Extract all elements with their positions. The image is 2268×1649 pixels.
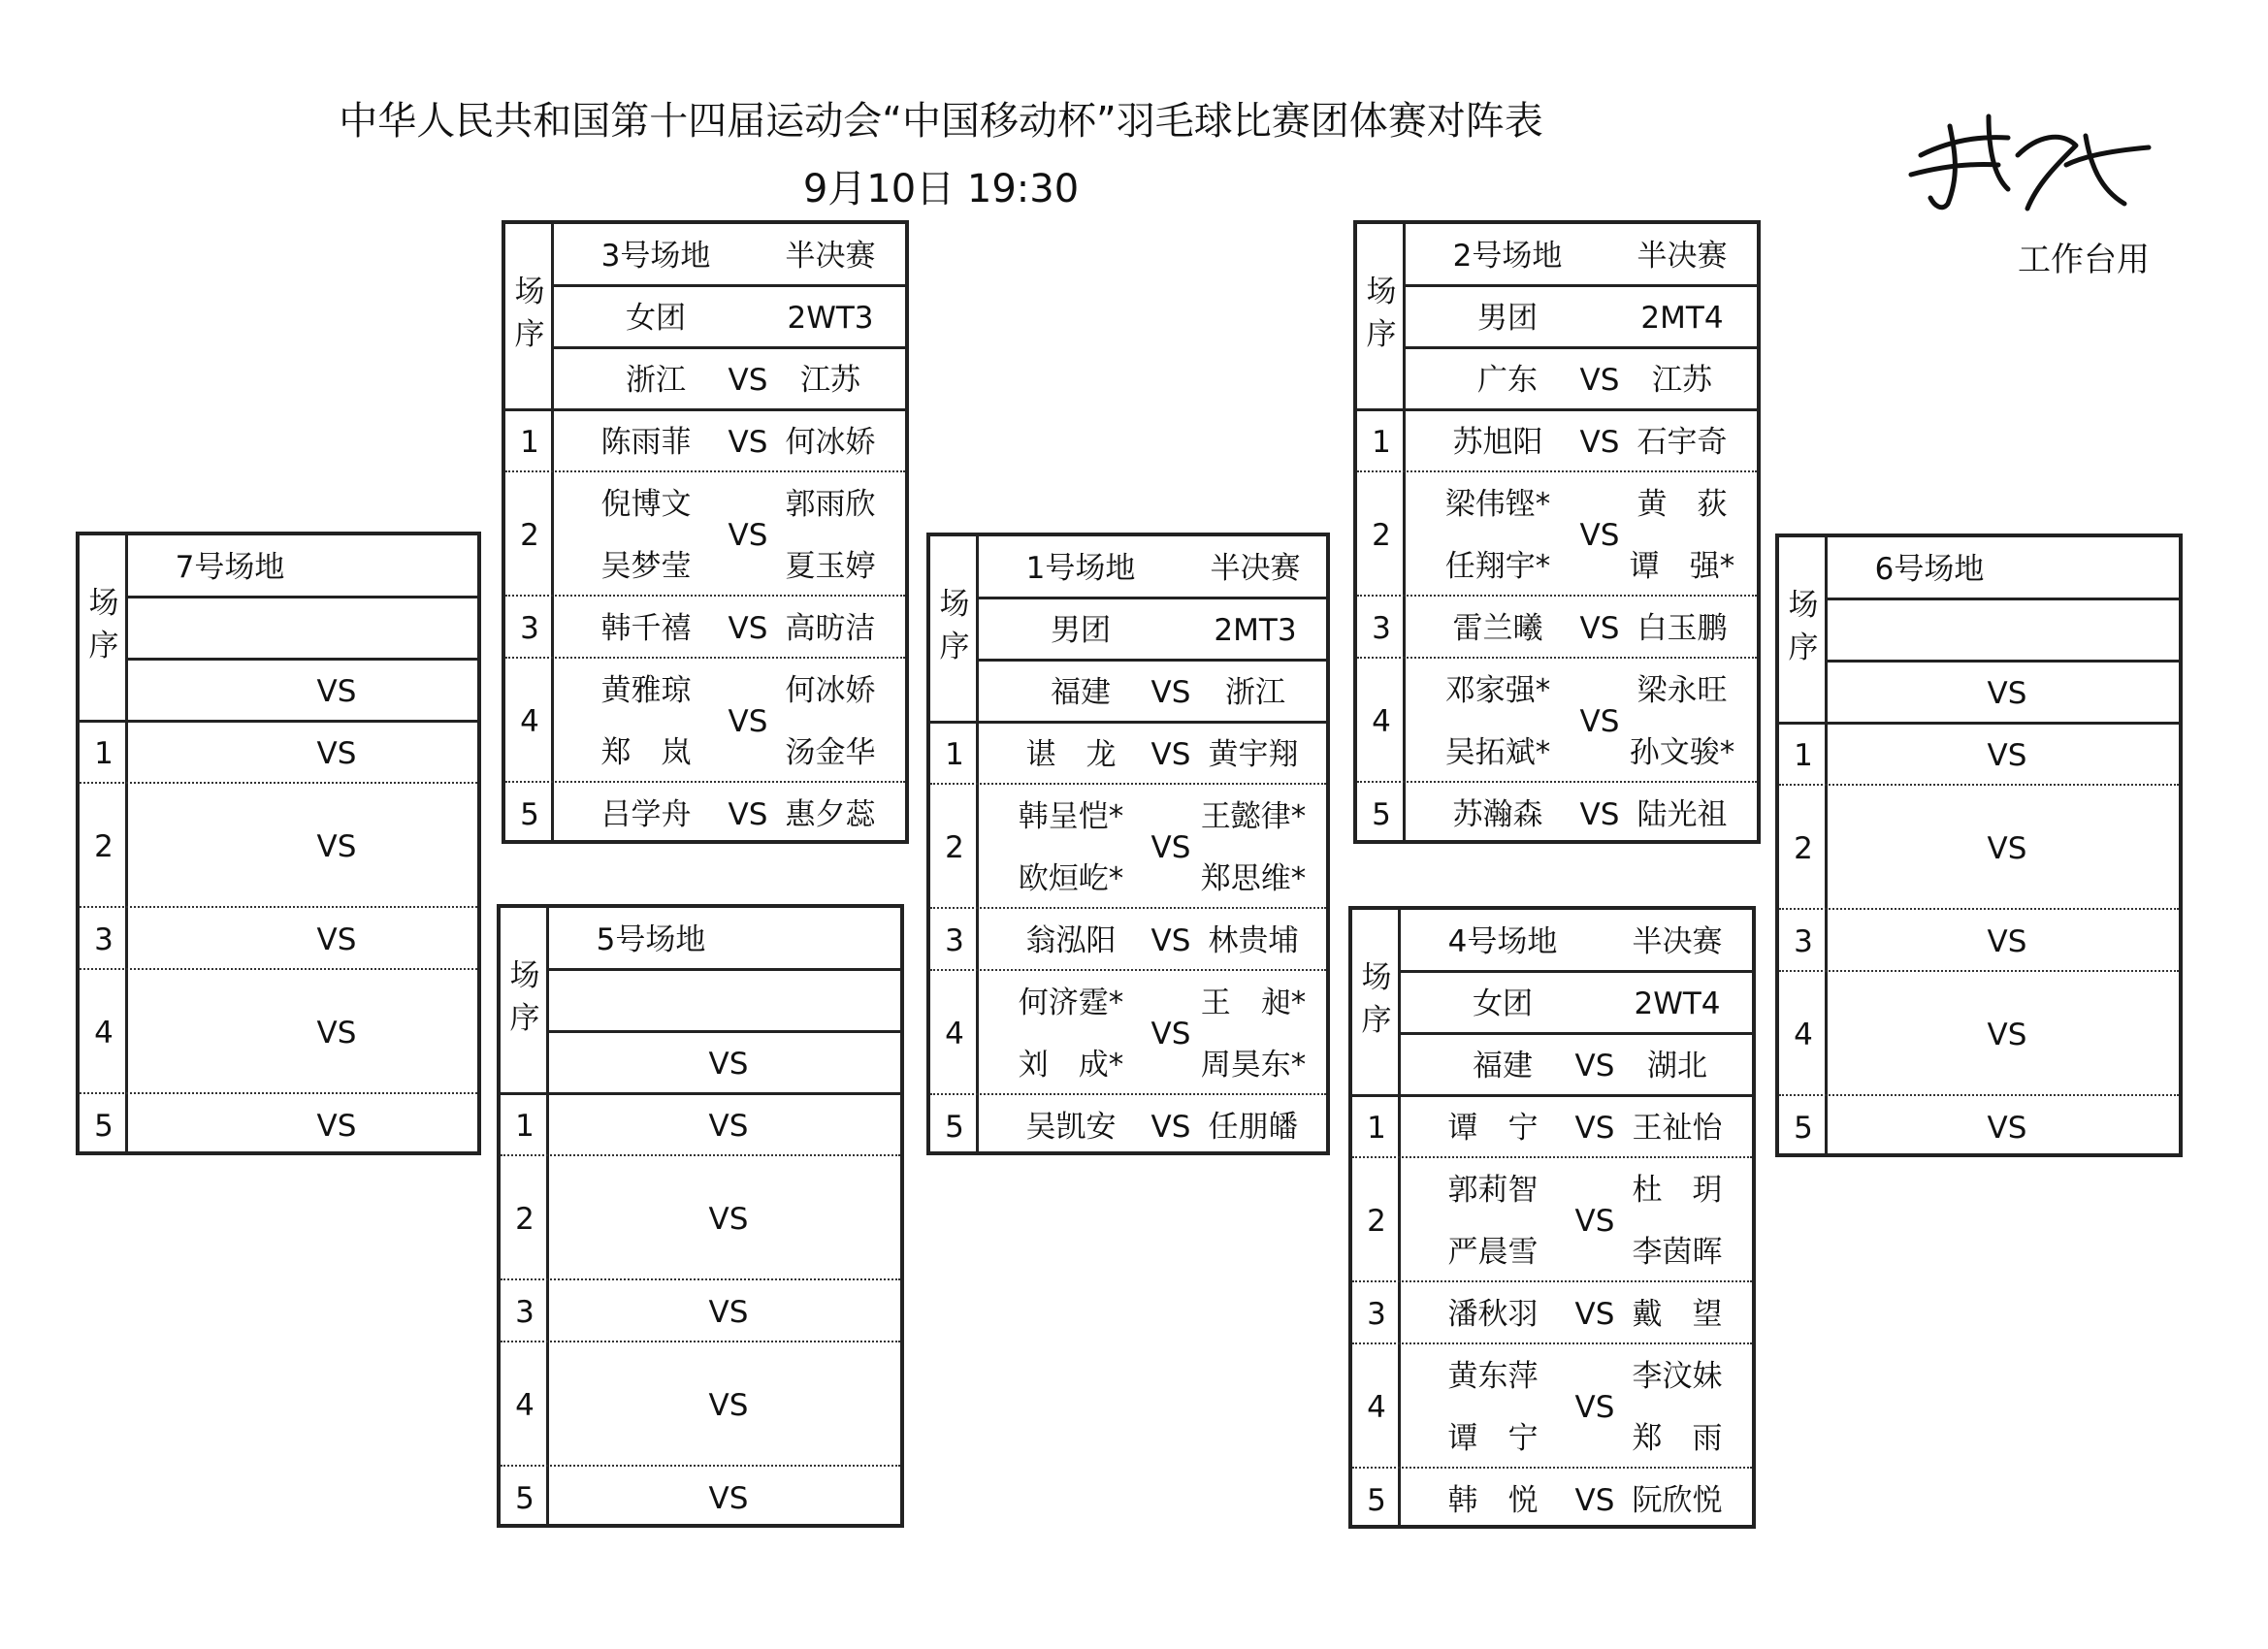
court-1-table	[926, 533, 1330, 1155]
player-b: 戴 望	[1632, 1297, 1723, 1332]
vs-label: VS	[1150, 923, 1191, 958]
signature-icon	[1892, 97, 2163, 223]
player-b: 谭 强*	[1629, 549, 1735, 584]
match-number: 4	[945, 1017, 964, 1051]
match-number: 5	[1794, 1111, 1813, 1146]
player-a: 苏瀚森	[1452, 797, 1543, 832]
match-number: 2	[515, 1202, 535, 1237]
match-number: 4	[1794, 1018, 1813, 1052]
player-b: 黄 荻	[1636, 487, 1728, 522]
player-a: 欧烜屹*	[1018, 861, 1124, 896]
player-a: 韩呈恺*	[1018, 799, 1124, 834]
vs-label: VS	[1574, 1390, 1615, 1425]
player-a: 黄雅琼	[600, 673, 692, 708]
player-b: 孙文骏*	[1629, 735, 1735, 770]
match-number: 3	[515, 1295, 535, 1330]
vs-label: VS	[1579, 425, 1620, 460]
court-2-table	[1353, 220, 1761, 844]
match-number: 3	[1372, 611, 1391, 646]
vs-label: VS	[1987, 738, 2027, 773]
vs-label: VS	[728, 611, 768, 646]
vs-label: VS	[1150, 1017, 1191, 1051]
changxu-label: 场 序	[1361, 960, 1392, 1038]
player-a: 严晨雪	[1447, 1235, 1539, 1270]
changxu-label: 场 序	[1366, 275, 1397, 352]
vs-label: VS	[1574, 1049, 1615, 1083]
match-number: 4	[515, 1388, 535, 1423]
player-b: 郭雨欣	[785, 487, 876, 522]
vs-label: VS	[1987, 676, 2027, 711]
stage: 半决赛	[785, 239, 876, 274]
player-b: 何冰娇	[785, 673, 876, 708]
match-number: 5	[1372, 797, 1391, 832]
usage-note: 工作台用	[2018, 241, 2150, 279]
player-b: 林贵埔	[1208, 923, 1299, 958]
stage: 半决赛	[1632, 924, 1723, 959]
match-number: 1	[94, 736, 113, 771]
player-a: 韩千禧	[600, 611, 692, 646]
match-number: 1	[520, 425, 539, 460]
vs-label: VS	[728, 797, 768, 832]
team-b: 湖北	[1647, 1049, 1707, 1083]
match-number: 2	[1367, 1204, 1386, 1239]
vs-label: VS	[1987, 831, 2027, 866]
player-a: 雷兰曦	[1452, 611, 1543, 646]
match-number: 1	[1794, 738, 1813, 773]
player-b: 杜 玥	[1632, 1173, 1723, 1208]
changxu-label: 场 序	[514, 275, 545, 352]
player-b: 周昊东*	[1200, 1048, 1307, 1083]
match-number: 4	[1372, 704, 1391, 739]
player-b: 郑思维*	[1200, 861, 1307, 896]
vs-label: VS	[316, 736, 357, 771]
player-a: 陈雨菲	[600, 425, 692, 460]
team-b: 江苏	[800, 363, 860, 398]
event: 男团	[1051, 613, 1111, 648]
player-b: 高昉洁	[785, 611, 876, 646]
vs-label: VS	[708, 1047, 749, 1082]
player-a: 翁泓阳	[1025, 923, 1117, 958]
vs-label: VS	[728, 704, 768, 739]
player-b: 石宇奇	[1636, 425, 1728, 460]
player-b: 白玉鹏	[1636, 611, 1728, 646]
player-a: 谌 龙	[1025, 737, 1117, 772]
vs-label: VS	[708, 1202, 749, 1237]
event-code: 2MT4	[1640, 301, 1724, 336]
match-number: 5	[945, 1110, 964, 1145]
match-number: 1	[945, 737, 964, 772]
event-code: 2WT3	[787, 301, 874, 336]
player-b: 夏玉婷	[785, 549, 876, 584]
match-number: 3	[94, 922, 113, 957]
vs-label: VS	[708, 1295, 749, 1330]
vs-label: VS	[316, 674, 357, 709]
player-b: 李汶妹	[1632, 1359, 1723, 1394]
team-a: 福建	[1473, 1049, 1533, 1083]
player-a: 苏旭阳	[1452, 425, 1543, 460]
event: 女团	[1473, 986, 1533, 1021]
match-number: 4	[94, 1016, 113, 1051]
player-b: 陆光祖	[1636, 797, 1728, 832]
match-number: 2	[1372, 518, 1391, 553]
player-a: 吴梦莹	[600, 549, 692, 584]
player-a: 谭 宁	[1447, 1421, 1539, 1456]
court-6-table	[1775, 534, 2183, 1157]
vs-label: VS	[708, 1109, 749, 1144]
vs-label: VS	[316, 922, 357, 957]
team-a: 福建	[1051, 675, 1111, 710]
changxu-label: 场 序	[1788, 588, 1819, 665]
match-number: 4	[520, 704, 539, 739]
vs-label: VS	[728, 425, 768, 460]
player-b: 惠夕蕊	[785, 797, 876, 832]
changxu-label: 场 序	[88, 586, 119, 663]
vs-label: VS	[1579, 363, 1620, 398]
court-5-table	[497, 904, 904, 1528]
vs-label: VS	[1579, 518, 1620, 553]
player-b: 何冰娇	[785, 425, 876, 460]
vs-label: VS	[1579, 704, 1620, 739]
player-a: 邓家强*	[1444, 673, 1551, 708]
team-b: 浙江	[1225, 675, 1285, 710]
match-number: 2	[1794, 831, 1813, 866]
player-a: 吴凯安	[1025, 1110, 1117, 1145]
match-number: 4	[1367, 1390, 1386, 1425]
player-a: 郑 岚	[600, 735, 692, 770]
vs-label: VS	[708, 1481, 749, 1516]
court-4-table	[1348, 906, 1756, 1529]
player-b: 王懿律*	[1200, 799, 1307, 834]
player-b: 王祉怡	[1632, 1111, 1723, 1146]
court-name: 6号场地	[1874, 552, 1985, 587]
vs-label: VS	[1150, 675, 1191, 710]
vs-label: VS	[316, 829, 357, 864]
match-number: 2	[945, 830, 964, 865]
player-a: 黄东萍	[1447, 1359, 1539, 1394]
match-number: 3	[1367, 1297, 1386, 1332]
player-b: 汤金华	[785, 735, 876, 770]
match-number: 2	[94, 829, 113, 864]
team-a: 广东	[1477, 363, 1538, 398]
match-number: 5	[515, 1481, 535, 1516]
court-3-table	[502, 220, 909, 844]
vs-label: VS	[728, 363, 768, 398]
match-number: 1	[1367, 1111, 1386, 1146]
player-a: 何济霆*	[1018, 986, 1124, 1020]
player-a: 任翔宇*	[1444, 549, 1551, 584]
player-a: 倪博文	[600, 487, 692, 522]
player-a: 韩 悦	[1447, 1483, 1539, 1518]
team-b: 江苏	[1652, 363, 1712, 398]
player-b: 阮欣悦	[1632, 1483, 1723, 1518]
match-number: 5	[520, 797, 539, 832]
vs-label: VS	[1987, 1018, 2027, 1052]
team-a: 浙江	[626, 363, 686, 398]
stage: 半决赛	[1636, 239, 1728, 274]
court-name: 1号场地	[1025, 551, 1136, 586]
player-a: 刘 成*	[1018, 1048, 1124, 1083]
court-name: 5号场地	[596, 922, 706, 957]
court-name: 4号场地	[1447, 924, 1558, 959]
vs-label: VS	[1574, 1111, 1615, 1146]
vs-label: VS	[1150, 737, 1191, 772]
vs-label: VS	[316, 1109, 357, 1144]
match-number: 3	[1794, 924, 1813, 959]
player-b: 王 昶*	[1200, 986, 1307, 1020]
player-a: 吴拓斌*	[1444, 735, 1551, 770]
vs-label: VS	[1579, 611, 1620, 646]
court-7-table	[76, 532, 481, 1155]
player-b: 黄宇翔	[1208, 737, 1299, 772]
page-title: 中华人民共和国第十四届运动会“中国移动杯”羽毛球比赛团体赛对阵表	[339, 99, 1543, 144]
match-number: 3	[945, 923, 964, 958]
player-a: 梁伟铿*	[1444, 487, 1551, 522]
match-number: 2	[520, 518, 539, 553]
player-b: 任朋皤	[1208, 1110, 1299, 1145]
court-name: 7号场地	[175, 550, 285, 585]
vs-label: VS	[1150, 1110, 1191, 1145]
player-b: 李茵晖	[1632, 1235, 1723, 1270]
player-a: 潘秋羽	[1447, 1297, 1539, 1332]
match-datetime: 9月10日 19:30	[802, 167, 1080, 211]
court-name: 2号场地	[1452, 239, 1563, 274]
match-number: 1	[515, 1109, 535, 1144]
vs-label: VS	[1987, 924, 2027, 959]
match-number: 5	[1367, 1483, 1386, 1518]
player-a: 谭 宁	[1447, 1111, 1539, 1146]
event-code: 2MT3	[1214, 613, 1297, 648]
player-b: 郑 雨	[1632, 1421, 1723, 1456]
event-code: 2WT4	[1634, 986, 1721, 1021]
vs-label: VS	[1574, 1483, 1615, 1518]
vs-label: VS	[1987, 1111, 2027, 1146]
vs-label: VS	[708, 1388, 749, 1423]
event: 女团	[626, 301, 686, 336]
player-a: 吕学舟	[600, 797, 692, 832]
vs-label: VS	[1574, 1204, 1615, 1239]
player-a: 郭莉智	[1447, 1173, 1539, 1208]
match-number: 5	[94, 1109, 113, 1144]
match-number: 3	[520, 611, 539, 646]
changxu-label: 场 序	[509, 958, 540, 1036]
stage: 半决赛	[1210, 551, 1301, 586]
vs-label: VS	[316, 1016, 357, 1051]
vs-label: VS	[1579, 797, 1620, 832]
court-name: 3号场地	[600, 239, 711, 274]
vs-label: VS	[1150, 830, 1191, 865]
event: 男团	[1477, 301, 1538, 336]
vs-label: VS	[1574, 1297, 1615, 1332]
changxu-label: 场 序	[939, 587, 970, 664]
player-b: 梁永旺	[1636, 673, 1728, 708]
vs-label: VS	[728, 518, 768, 553]
match-number: 1	[1372, 425, 1391, 460]
